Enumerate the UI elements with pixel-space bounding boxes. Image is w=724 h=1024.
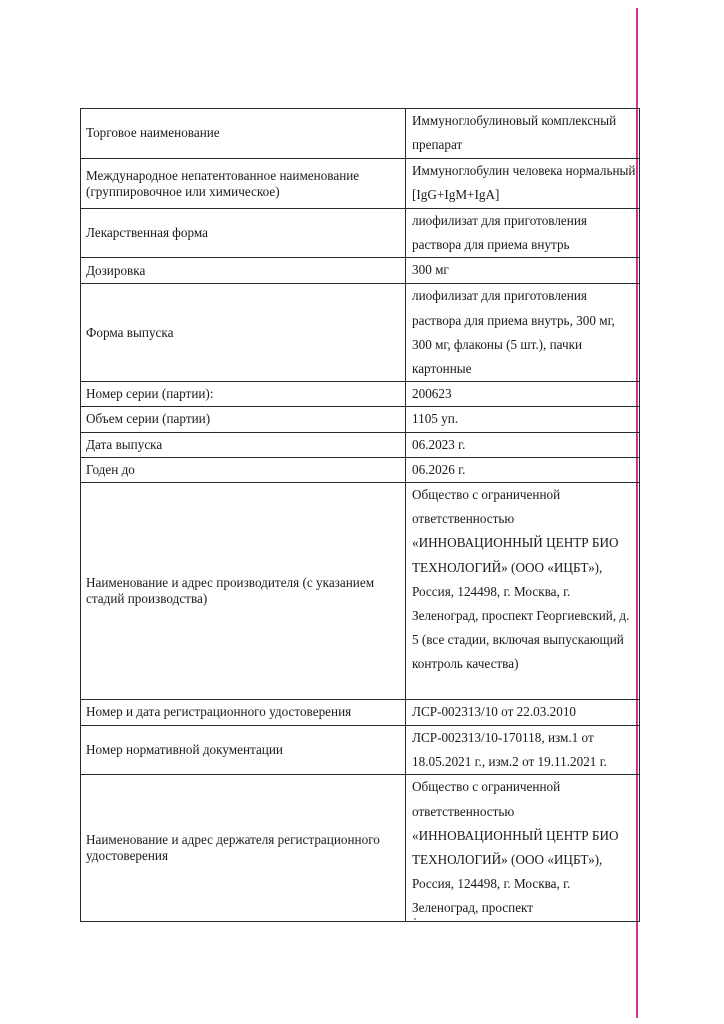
row-value: 200623 [406,382,640,407]
row-label: Лекарственная форма [81,209,406,258]
table-row [81,109,640,159]
row-value: 300 мг [406,258,640,284]
row-label: Номер нормативной документации [81,726,406,775]
product-info-table [80,108,640,922]
row-label: Номер серии (партии): [81,382,406,407]
row-label: Торговое наименование [81,109,406,159]
table-row [81,432,640,457]
row-value: Общество с ограниченной ответственностью «ИННОВАЦИОННЫЙ ЦЕНТР БИО ТЕХНОЛОГИЙ» (ООО «ИЦБТ»), Россия, 124498, г. Москва, г. Зеленоград, проспект Георгиевский, д. 5 (все стадии, включая выпускающий контроль качества) [406,483,640,700]
row-value: 06.2026 г. [406,457,640,482]
row-label: Объем серии (партии) [81,407,406,432]
row-value: 1105 уп. [406,407,640,432]
table-row [81,483,640,700]
row-value: лиофилизат для приготовления раствора для приема внутрь [406,209,640,258]
row-label: Международное непатентованное наименование (группировочное или химическое) [81,159,406,209]
table-row [81,726,640,775]
table-row [81,775,640,921]
row-value: 06.2023 г. [406,432,640,457]
row-label: Номер и дата регистрационного удостоверения [81,700,406,726]
table-row [81,700,640,726]
row-value: ЛСР-002313/10-170118, изм.1 от 18.05.2021 г., изм.2 от 19.11.2021 г. [406,726,640,775]
row-value: Общество с ограниченной ответственностью «ИННОВАЦИОННЫЙ ЦЕНТР БИО ТЕХНОЛОГИЙ» (ООО «ИЦБТ»), Россия, 124498, г. Москва, г. Зеленоград, проспект [406,775,640,921]
row-label: Дата выпуска [81,432,406,457]
table-row [81,284,640,382]
table-row [81,159,640,209]
table-row [81,457,640,482]
row-label: Наименование и адрес производителя (с указанием стадий производства) [81,483,406,700]
row-label: Форма выпуска [81,284,406,382]
table-row [81,258,640,284]
table-row [81,407,640,432]
table-row [81,382,640,407]
row-label: Годен до [81,457,406,482]
row-value: лиофилизат для приготовления раствора для приема внутрь, 300 мг, 300 мг, флаконы (5 шт.), пачки картонные [406,284,640,382]
row-label: Наименование и адрес держателя регистрационного удостоверения [81,775,406,921]
scan-speck [414,918,416,920]
row-label: Дозировка [81,258,406,284]
row-value: Иммуноглобулиновый комплексный препарат [406,109,640,159]
row-value: Иммуноглобулин человека нормальный [IgG+IgM+IgA] [406,159,640,209]
row-value: ЛСР-002313/10 от 22.03.2010 [406,700,640,726]
table-row [81,209,640,258]
